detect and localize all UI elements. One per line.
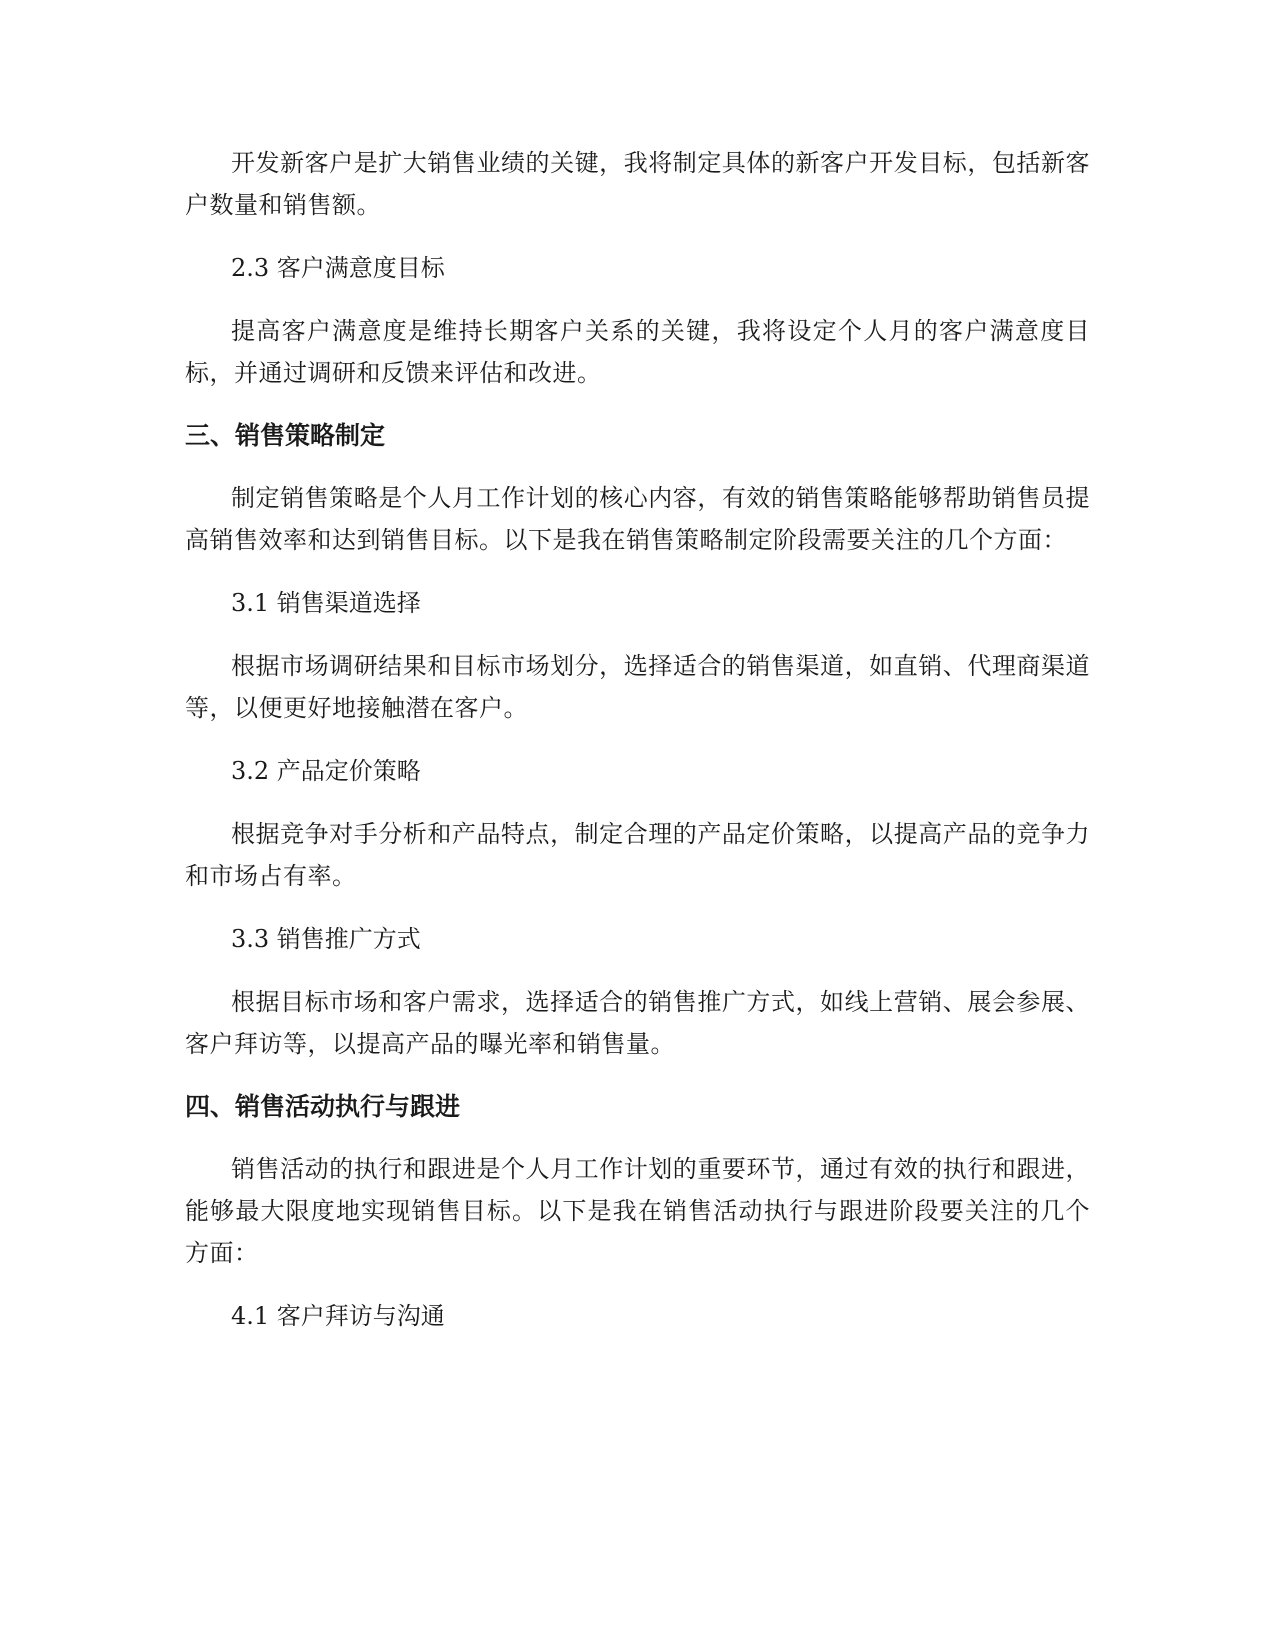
paragraph-new-customer-development: 开发新客户是扩大销售业绩的关键，我将制定具体的新客户开发目标，包括新客户数量和销售额。 (185, 149, 1090, 219)
paragraph-pricing-strategy: 根据竞争对手分析和产品特点，制定合理的产品定价策略，以提高产品的竞争力和市场占有率。 (185, 820, 1090, 890)
subheading-2-3: 2.3 客户满意度目标 (231, 254, 445, 282)
paragraph-sales-channel: 根据市场调研结果和目标市场划分，选择适合的销售渠道，如直销、代理商渠道等，以便更好地接触潜在客户。 (185, 652, 1090, 722)
paragraph-promotion-method: 根据目标市场和客户需求，选择适合的销售推广方式，如线上营销、展会参展、客户拜访等，以提高产品的曝光率和销售量。 (185, 988, 1090, 1058)
subheading-3-2: 3.2 产品定价策略 (231, 757, 421, 785)
paragraph-sales-strategy-intro: 制定销售策略是个人月工作计划的核心内容，有效的销售策略能够帮助销售员提高销售效率和达到销售目标。以下是我在销售策略制定阶段需要关注的几个方面： (185, 484, 1090, 554)
subheading-3-1: 3.1 销售渠道选择 (231, 589, 421, 617)
section-heading-3: 三、销售策略制定 (185, 421, 386, 450)
section-heading-4: 四、销售活动执行与跟进 (185, 1092, 461, 1121)
subheading-3-3: 3.3 销售推广方式 (231, 925, 421, 953)
paragraph-customer-satisfaction: 提高客户满意度是维持长期客户关系的关键，我将设定个人月的客户满意度目标，并通过调研和反馈来评估和改进。 (185, 317, 1090, 387)
subheading-4-1: 4.1 客户拜访与沟通 (231, 1302, 445, 1330)
paragraph-sales-activity-intro: 销售活动的执行和跟进是个人月工作计划的重要环节，通过有效的执行和跟进，能够最大限度地实现销售目标。以下是我在销售活动执行与跟进阶段要关注的几个方面： (185, 1155, 1090, 1267)
document-page (185, 142, 1090, 1358)
